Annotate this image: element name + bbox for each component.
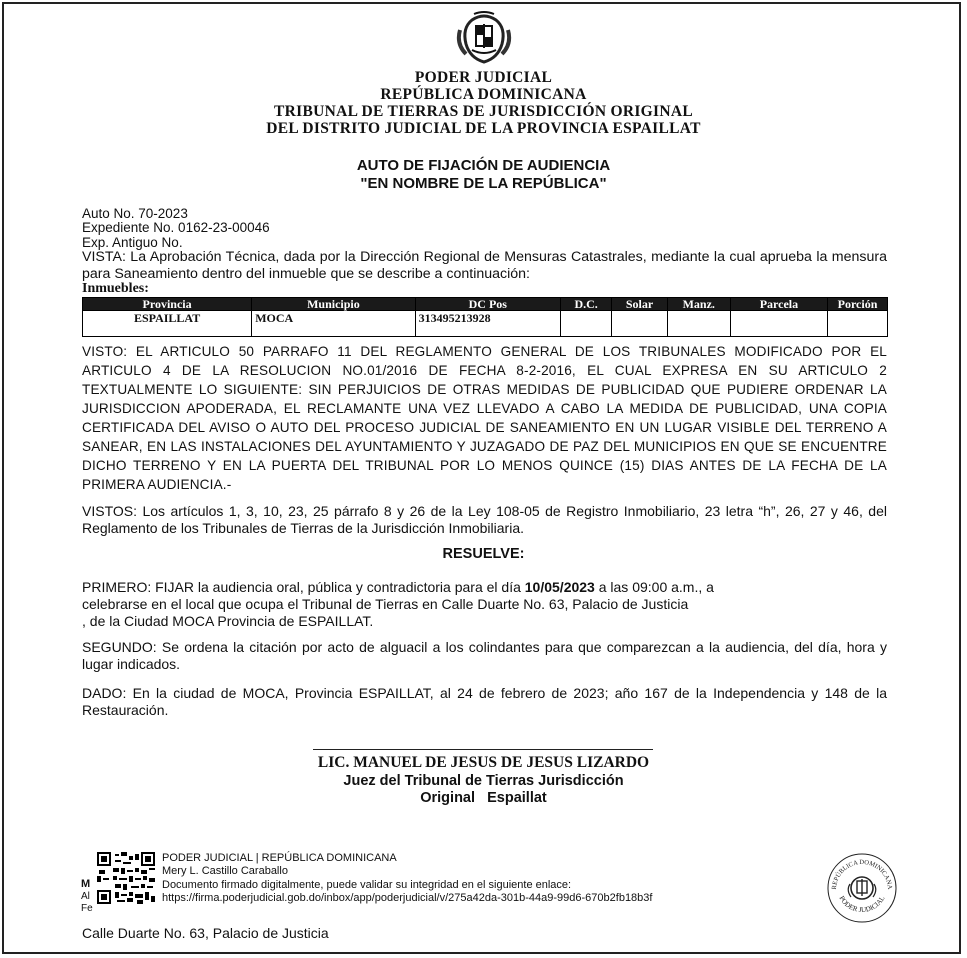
header-line-4: DEL DISTRITO JUDICIAL DE LA PROVINCIA ESPAILLAT: [266, 120, 701, 137]
footer-address: Calle Duarte No. 63, Palacio de Justicia: [82, 925, 329, 941]
cell-solar: [612, 311, 667, 337]
col-dc-pos: DC Pos: [415, 298, 560, 311]
header-line-2: REPÚBLICA DOMINICANA: [380, 86, 587, 103]
judge-role-2: Original Espaillat: [420, 790, 547, 806]
header-line-3: TRIBUNAL DE TIERRAS DE JURISDICCIÓN ORIGINAL: [273, 103, 693, 120]
footer-signer: Mery L. Castillo Caraballo: [162, 865, 288, 877]
primero-line-3: , de la Ciudad MOCA Provincia de ESPAILLAT.: [82, 613, 374, 629]
col-solar: Solar: [612, 298, 667, 311]
auto-number: Auto No. 70-2023: [82, 206, 188, 221]
col-provincia: Provincia: [83, 298, 252, 311]
partial-text-3: Fe: [81, 903, 93, 914]
col-parcela: Parcela: [730, 298, 827, 311]
primero-time: a las 09:00 a.m., a: [594, 579, 714, 595]
seal-top-text: REPÚBLICA DOMINICANA: [830, 858, 894, 890]
primero-paragraph: [82, 579, 887, 630]
expediente-number: Expediente No. 0162-23-00046: [82, 220, 270, 235]
hearing-date: 10/05/2023: [524, 579, 595, 595]
table-row: [83, 311, 888, 337]
dado-paragraph: DADO: En la ciudad de MOCA, Provincia ESPAILLAT, al 24 de febrero de 2023; año 167 de la Independencia y 148 de la Restauración.: [82, 685, 887, 718]
visto-paragraph: VISTO: EL ARTICULO 50 PARRAFO 11 DEL REGLAMENTO GENERAL DE LOS TRIBUNALES MODIFICADO POR EL ARTICULO 4 DE LA RESOLUCION NO.01/2016 DE FECHA 8-2-2016, EL CUAL EXPRESA EN SU ARTICULO 2 TEXTUALMENTE LO SIGUIENTE: SIN PERJUICIOS DE OTRAS MEDIDAS DE PUBLICIDAD QUE PUDIERE ORDENAR LA JURISDICCION APODERADA, EL RECLAMANTE UNA VEZ LLEVADO A CABO LA MEDIDA DE PUBLICIDAD, UNA COPIA CERTIFICADA DEL AVISO O AUTO DEL PROCESO JUDICIAL DE SANEAMIENTO EN UN LUGAR VISIBLE DEL TERRENO A SANEAR, EN LAS INSTALACIONES DEL AYUNTAMIENTO Y JUZAGADO DE PAZ DEL MUNICIPIOS EN QUE SE ENCUENTRE DICHO TERRENO Y EN LA PUERTA DEL TRIBUNAL POR LO MENOS QUINCE (15) DIAS ANTES DE LA FECHA DE LA PRIMERA AUDIENCIA.-: [82, 344, 887, 492]
segundo-paragraph: SEGUNDO: Se ordena la citación por acto de alguacil a los colindantes para que comparezcan a la audiencia, del día, hora y lugar indicados.: [82, 639, 887, 672]
inmuebles-label: Inmuebles:: [82, 281, 149, 296]
coat-of-arms-icon: [454, 10, 514, 64]
cell-dc-pos: 313495213928: [415, 311, 560, 337]
col-porcion: Porción: [828, 298, 888, 311]
seal-bottom-text: PODER JUDICIAL: [837, 894, 887, 915]
signature-line: [313, 749, 653, 750]
partial-text-1: M: [81, 878, 91, 890]
col-municipio: Municipio: [252, 298, 415, 311]
footer-note: Documento firmado digitalmente, puede validar su integridad en el siguiente enlace:: [162, 879, 572, 891]
cell-parcela: [730, 311, 827, 337]
svg-text:PODER JUDICIAL: [838, 895, 887, 914]
vistos-paragraph: VISTOS: Los artículos 1, 3, 10, 23, 25 párrafo 8 y 26 de la Ley 108-05 de Registro Inmobiliario, 23 letra “h”, 26, 27 y 46, del Reglamento de los Tribunales de Tierras de la Jurisdicción Inmobiliaria.: [82, 503, 887, 536]
cell-municipio: MOCA: [252, 311, 415, 337]
cell-manz: [667, 311, 730, 337]
cell-dc: [560, 311, 611, 337]
partial-text-2: Al: [81, 891, 90, 902]
vista-paragraph: VISTA: La Aprobación Técnica, dada por la Dirección Regional de Mensuras Catastrales, mediante la cual aprueba la mensura para Saneamiento dentro del inmueble que se describe a continuación:: [82, 249, 887, 282]
col-manz: Manz.: [667, 298, 730, 311]
table-header-row: [83, 298, 888, 311]
header-line-1: PODER JUDICIAL: [414, 69, 553, 86]
footer-org: PODER JUDICIAL | REPÚBLICA DOMINICANA: [162, 852, 397, 864]
verification-link[interactable]: https://firma.poderjudicial.gob.do/inbox/app/poderjudicial/v/275a42da-301b-44a9-99d6-670b2fb18b3f: [162, 892, 653, 904]
primero-text: PRIMERO: FIJAR la audiencia oral, pública y contradictoria para el día: [82, 579, 525, 595]
poder-judicial-seal-icon: [826, 852, 898, 924]
primero-line-2: celebrarse en el local que ocupa el Tribunal de Tierras en Calle Duarte No. 63, Palacio de Justicia: [82, 596, 689, 612]
cell-provincia: ESPAILLAT: [83, 311, 252, 337]
resuelve-heading: RESUELVE:: [442, 546, 525, 562]
document-subtitle: "EN NOMBRE DE LA REPÚBLICA": [360, 175, 607, 192]
qr-code-icon[interactable]: [97, 852, 155, 904]
cell-porcion: [828, 311, 888, 337]
inmuebles-table: [82, 297, 888, 337]
judge-name: LIC. MANUEL DE JESUS DE JESUS LIZARDO: [317, 754, 650, 771]
document-title: AUTO DE FIJACIÓN DE AUDIENCIA: [356, 157, 611, 174]
col-dc: D.C.: [560, 298, 611, 311]
expediente-antiguo: Exp. Antiguo No.: [82, 235, 183, 250]
judge-role-1: Juez del Tribunal de Tierras Jurisdicción: [343, 773, 624, 789]
